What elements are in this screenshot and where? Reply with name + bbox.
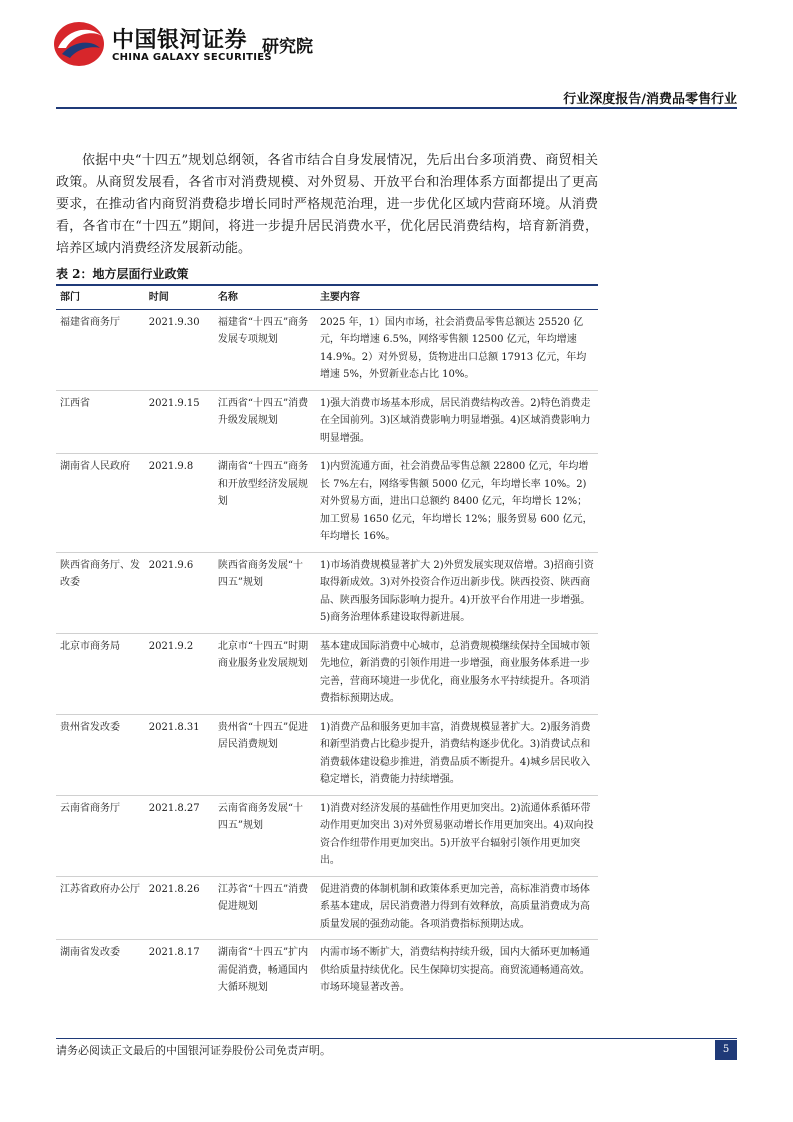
galaxy-swirl-logo-icon	[52, 18, 106, 70]
cell-name: 贵州省“十四五”促进居民消费规划	[214, 714, 316, 795]
cell-name: 湖南省“十四五”商务和开放型经济发展规划	[214, 454, 316, 553]
logo-english-name: CHINA GALAXY SECURITIES	[112, 52, 272, 63]
cell-content: 1)内贸流通方面，社会消费品零售总额 22800 亿元，年均增长 7%左右，网络零售额 5000 亿元，年均增长率 10%。2)对外贸易方面，进出口总额约 8400 亿元，年均增长 12%；加工贸易 1650 亿元，年均增长 12%；服务贸易 600 亿元，年均增长 16%。	[316, 454, 598, 553]
intro-paragraph: 依据中央“十四五”规划总纲领，各省市结合自身发展情况，先后出台多项消费、商贸相关政策。从商贸发展看，各省市对消费规模、对外贸易、开放平台和治理体系方面都提出了更高要求，在推动省内商贸消费稳步增长同时严格规范治理，进一步优化区域内营商环境。从消费看，各省市在“十四五”期间，将进一步提升居民消费水平，优化居民消费结构，培育新消费，培养区域内消费经济发展新动能。	[56, 153, 598, 256]
table-row	[56, 876, 598, 940]
report-category: 行业深度报告/消费品零售行业	[563, 92, 737, 107]
table-row	[56, 552, 598, 633]
policy-table	[56, 284, 598, 1003]
table-row	[56, 390, 598, 454]
cell-dept: 江苏省政府办公厅	[56, 876, 145, 940]
cell-name: 陕西省商务发展“十四五”规划	[214, 552, 316, 633]
disclaimer-note: 请务必阅读正文最后的中国银河证券股份公司免责声明。	[56, 1044, 331, 1057]
cell-date: 2021.8.17	[148, 947, 200, 958]
cell-dept: 湖南省人民政府	[56, 454, 145, 553]
cell-date: 2021.9.6	[145, 552, 214, 633]
header-name: 名称	[214, 285, 316, 309]
cell-dept: 贵州省发改委	[56, 714, 145, 795]
cell-date: 2021.8.27	[145, 795, 214, 876]
cell-dept: 陕西省商务厅、发改委	[56, 552, 145, 633]
cell-content: 内需市场不断扩大，消费结构持续升级，国内大循环更加畅通供给质量持续优化。民生保障切实提高。商贸流通畅通高效。市场环境显著改善。	[319, 947, 590, 993]
cell-dept: 福建省商务厅	[56, 309, 145, 390]
cell-name: 云南省商务发展“十四五”规划	[214, 795, 316, 876]
cell-content: 2025 年，1）国内市场，社会消费品零售总额达 25520 亿元，年均增速 6.5%，网络零售额 12500 亿元，年均增速 14.9%。2）对外贸易，货物进出口总额 17913 亿元，年均增速 5%，外贸新业态占比 10%。	[316, 309, 598, 390]
cell-content: 1)市场消费规模显著扩大 2)外贸发展实现双倍增。3)招商引资取得新成效。3)对外投资合作迈出新步伐。陕西投资、陕西商品、陕西服务国际影响力提升。4)开放平台作用进一步增强。5)商务治理体系建设取得新进展。	[316, 552, 598, 633]
cell-content: 1)强大消费市场基本形成，居民消费结构改善。2)特色消费走在全国前列。3)区域消费影响力明显增强。4)区域消费影响力明显增强。	[316, 390, 598, 454]
cell-date: 2021.8.26	[145, 876, 214, 940]
cell-content: 1)消费对经济发展的基础性作用更加突出。2)流通体系循环带动作用更加突出 3)对外贸易驱动增长作用更加突出。4)双向投资合作纽带作用更加突出。5)开放平台辐射引领作用更加突出。	[316, 795, 598, 876]
logo-chinese-name: 中国银河证券	[112, 28, 248, 53]
table-row	[56, 795, 598, 876]
table-row	[56, 714, 598, 795]
cell-dept: 云南省商务厅	[56, 795, 145, 876]
header-dept: 部门	[56, 285, 145, 309]
cell-date: 2021.9.15	[145, 390, 214, 454]
cell-name: 江西省“十四五”消费升级发展规划	[214, 390, 316, 454]
table-row	[56, 309, 598, 390]
research-institute-label: 研究院	[262, 37, 313, 57]
cell-date: 2021.9.8	[145, 454, 214, 553]
cell-name: 北京市“十四五”时期商业服务业发展规划	[214, 633, 316, 714]
footer-divider	[56, 1038, 737, 1039]
table-row	[56, 940, 598, 1003]
cell-dept: 湖南省发改委	[60, 947, 120, 958]
cell-content: 基本建成国际消费中心城市，总消费规模继续保持全国城市领先地位，新消费的引领作用进一步增强，商业服务体系进一步完善，营商环境进一步优化，商业服务水平持续提升。各项消费指标预期达成。	[316, 633, 598, 714]
cell-name: 江苏省“十四五”消费促进规划	[214, 876, 316, 940]
cell-date: 2021.9.30	[145, 309, 214, 390]
cell-dept: 江西省	[56, 390, 145, 454]
cell-content: 促进消费的体制机制和政策体系更加完善，高标准消费市场体系基本建成，居民消费潜力得到有效释放，高质量消费成为高质量发展的强劲动能。各项消费指标预期达成。	[316, 876, 598, 940]
company-logo	[52, 18, 352, 70]
table-row	[56, 454, 598, 553]
cell-name: 福建省“十四五”商务发展专项规划	[214, 309, 316, 390]
header-date: 时间	[145, 285, 214, 309]
table-title: 表 2：地方层面行业政策	[56, 267, 189, 281]
cell-date: 2021.9.2	[145, 633, 214, 714]
cell-dept: 北京市商务局	[56, 633, 145, 714]
page-number: 5	[715, 1040, 737, 1060]
cell-date: 2021.8.31	[145, 714, 214, 795]
cell-content: 1)消费产品和服务更加丰富，消费规模显著扩大。2)服务消费和新型消费占比稳步提升，消费结构逐步优化。3)消费试点和消费载体建设稳步推进，消费品质不断提升。4)城乡居民收入稳定增长，消费能力持续增强。	[316, 714, 598, 795]
header-divider	[56, 107, 737, 109]
cell-name: 湖南省“十四五”扩内需促消费，畅通国内大循环规划	[217, 947, 309, 993]
table-row	[56, 633, 598, 714]
header-content: 主要内容	[316, 285, 598, 309]
table-header-row	[56, 285, 598, 309]
